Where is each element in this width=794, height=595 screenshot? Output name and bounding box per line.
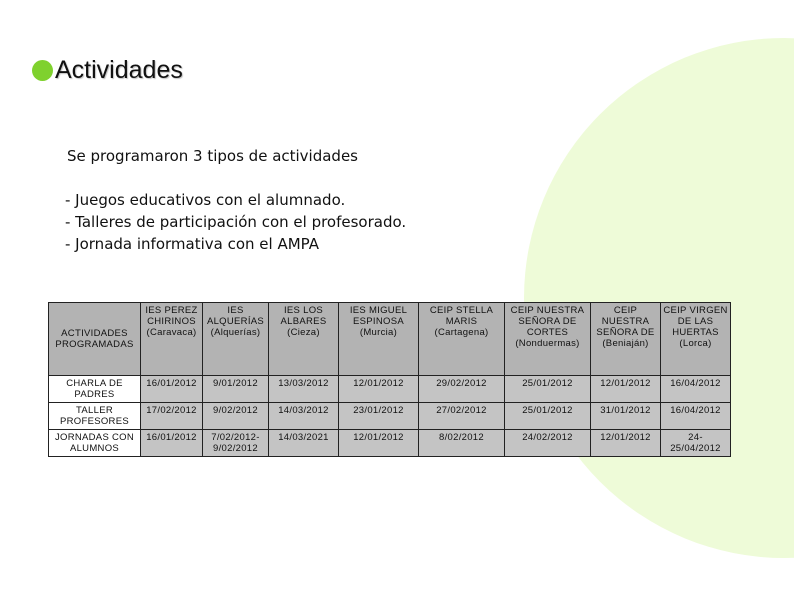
column-header: IES MIGUEL ESPINOSA (Murcia) <box>339 303 419 376</box>
table-cell: 13/03/2012 <box>269 376 339 403</box>
intro-text: Se programaron 3 tipos de actividades <box>67 147 358 165</box>
list-item: - Talleres de participación con el profesorado. <box>65 213 407 231</box>
activities-list <box>65 189 406 255</box>
table-cell: 24-25/04/2012 <box>661 430 731 457</box>
list-item: - Jornada informativa con el AMPA <box>65 235 320 253</box>
table-header-row <box>49 303 731 376</box>
activities-table <box>48 302 731 457</box>
column-header: IES ALQUERÍAS (Alquerías) <box>203 303 269 376</box>
table-cell: 16/04/2012 <box>661 403 731 430</box>
table-cell: 12/01/2012 <box>591 376 661 403</box>
column-header: CEIP NUESTRA SEÑORA DE CORTES (Nonduermas) <box>505 303 591 376</box>
column-header: IES LOS ALBARES (Cieza) <box>269 303 339 376</box>
table-cell: 27/02/2012 <box>419 403 505 430</box>
column-header: ACTIVIDADES PROGRAMADAS <box>49 303 141 376</box>
table-cell: 29/02/2012 <box>419 376 505 403</box>
table-cell: 9/01/2012 <box>203 376 269 403</box>
decorative-circle <box>524 38 794 558</box>
table-cell: 24/02/2012 <box>505 430 591 457</box>
table-cell: 16/04/2012 <box>661 376 731 403</box>
green-bullet-icon <box>32 60 53 81</box>
column-header: CEIP VIRGEN DE LAS HUERTAS (Lorca) <box>661 303 731 376</box>
table-cell: 25/01/2012 <box>505 376 591 403</box>
table-cell: 16/01/2012 <box>141 376 203 403</box>
table-row <box>49 430 731 457</box>
column-header: CEIP NUESTRA SEÑORA DE (Beniaján) <box>591 303 661 376</box>
table-cell: 17/02/2012 <box>141 403 203 430</box>
table-row <box>49 376 731 403</box>
table-cell: 25/01/2012 <box>505 403 591 430</box>
column-header: IES PEREZ CHIRINOS (Caravaca) <box>141 303 203 376</box>
row-label: TALLER PROFESORES <box>49 403 141 430</box>
table-cell: 14/03/2012 <box>269 403 339 430</box>
table-cell: 12/01/2012 <box>339 376 419 403</box>
table-cell: 23/01/2012 <box>339 403 419 430</box>
table-cell: 7/02/2012-9/02/2012 <box>203 430 269 457</box>
table-cell: 14/03/2021 <box>269 430 339 457</box>
row-label: CHARLA DE PADRES <box>49 376 141 403</box>
column-header: CEIP STELLA MARIS (Cartagena) <box>419 303 505 376</box>
table-cell: 16/01/2012 <box>141 430 203 457</box>
list-item: - Juegos educativos con el alumnado. <box>65 191 346 209</box>
table-cell: 12/01/2012 <box>591 430 661 457</box>
title-area <box>32 56 183 85</box>
table-cell: 8/02/2012 <box>419 430 505 457</box>
table-cell: 12/01/2012 <box>339 430 419 457</box>
page-title: Actividades <box>55 56 183 84</box>
table-cell: 31/01/2012 <box>591 403 661 430</box>
table-cell: 9/02/2012 <box>203 403 269 430</box>
row-label: JORNADAS CON ALUMNOS <box>49 430 141 457</box>
table-row <box>49 403 731 430</box>
